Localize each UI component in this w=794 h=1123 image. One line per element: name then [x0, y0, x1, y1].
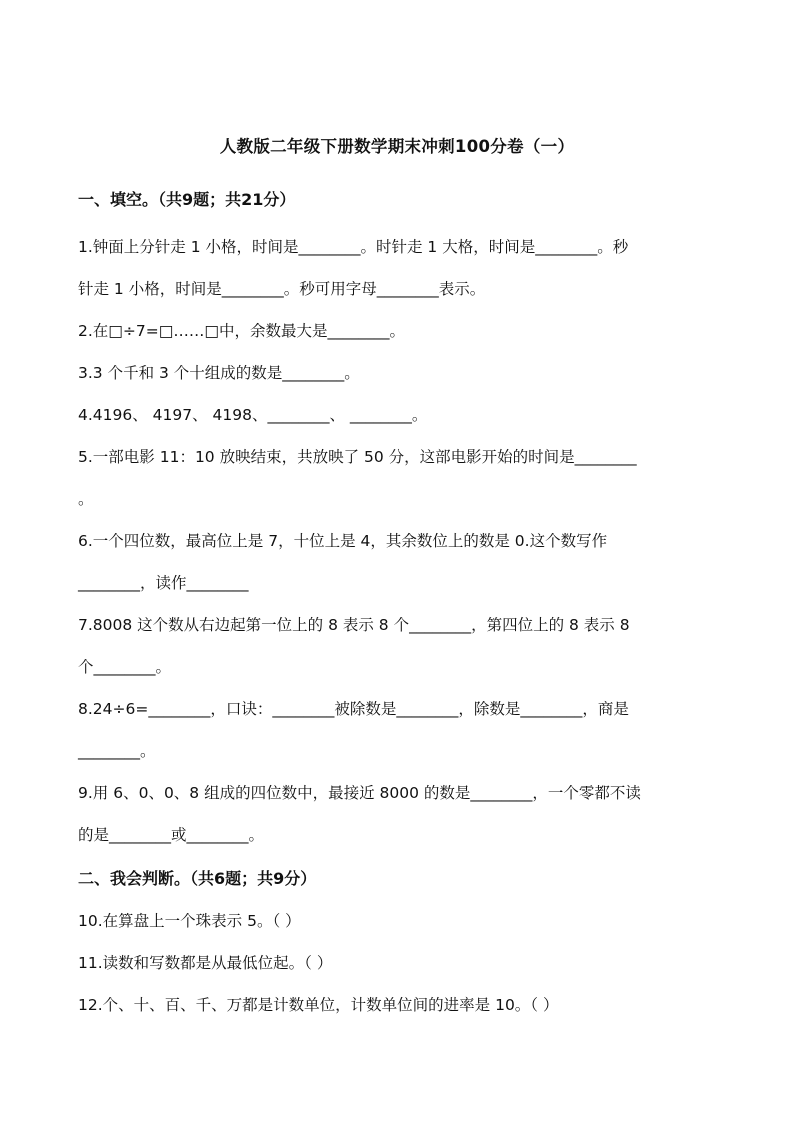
question-6-line-2: ________，读作________	[78, 574, 249, 592]
question-4: 4.4196、 4197、 4198、________、 ________。	[78, 406, 428, 424]
question-11: 11.读数和写数都是从最低位起。（ ）	[78, 954, 333, 972]
page-title: 人教版二年级下册数学期末冲刺100分卷（一）	[219, 137, 575, 156]
question-7-line-2: 个________。	[78, 658, 172, 676]
question-8-line-2: ________。	[78, 742, 156, 760]
question-5-line-2: 。	[78, 490, 94, 508]
question-5-line-1: 5.一部电影 11：10 放映结束，共放映了 50 分，这部电影开始的时间是________	[78, 448, 637, 466]
question-9-line-2: 的是________或________。	[78, 826, 265, 844]
question-6-line-1: 6.一个四位数，最高位上是 7，十位上是 4，其余数位上的数是 0.这个数写作	[78, 532, 608, 550]
question-10: 10.在算盘上一个珠表示 5。（ ）	[78, 912, 301, 930]
question-7-line-1: 7.8008 这个数从右边起第一位上的 8 表示 8 个________，第四位上的 8 表示 8	[78, 616, 630, 634]
question-1-line-1: 1.钟面上分针走 1 小格，时间是________。时针走 1 大格，时间是________。秒	[78, 238, 629, 256]
question-2: 2.在□÷7=□……□中，余数最大是________。	[78, 322, 406, 340]
question-1-line-2: 针走 1 小格，时间是________。秒可用字母________表示。	[78, 280, 486, 298]
question-3: 3.3 个千和 3 个十组成的数是________。	[78, 364, 360, 382]
section-heading-judgement: 二、我会判断。（共6题；共9分）	[78, 869, 317, 888]
question-12: 12.个、十、百、千、万都是计数单位，计数单位间的进率是 10。（ ）	[78, 996, 559, 1014]
question-9-line-1: 9.用 6、0、0、8 组成的四位数中，最接近 8000 的数是________，一个零都不读	[78, 784, 641, 802]
question-8-line-1: 8.24÷6=________，口诀：________被除数是________，除数是________，商是	[78, 700, 629, 718]
section-heading-fill-in: 一、填空。（共9题；共21分）	[78, 190, 296, 209]
